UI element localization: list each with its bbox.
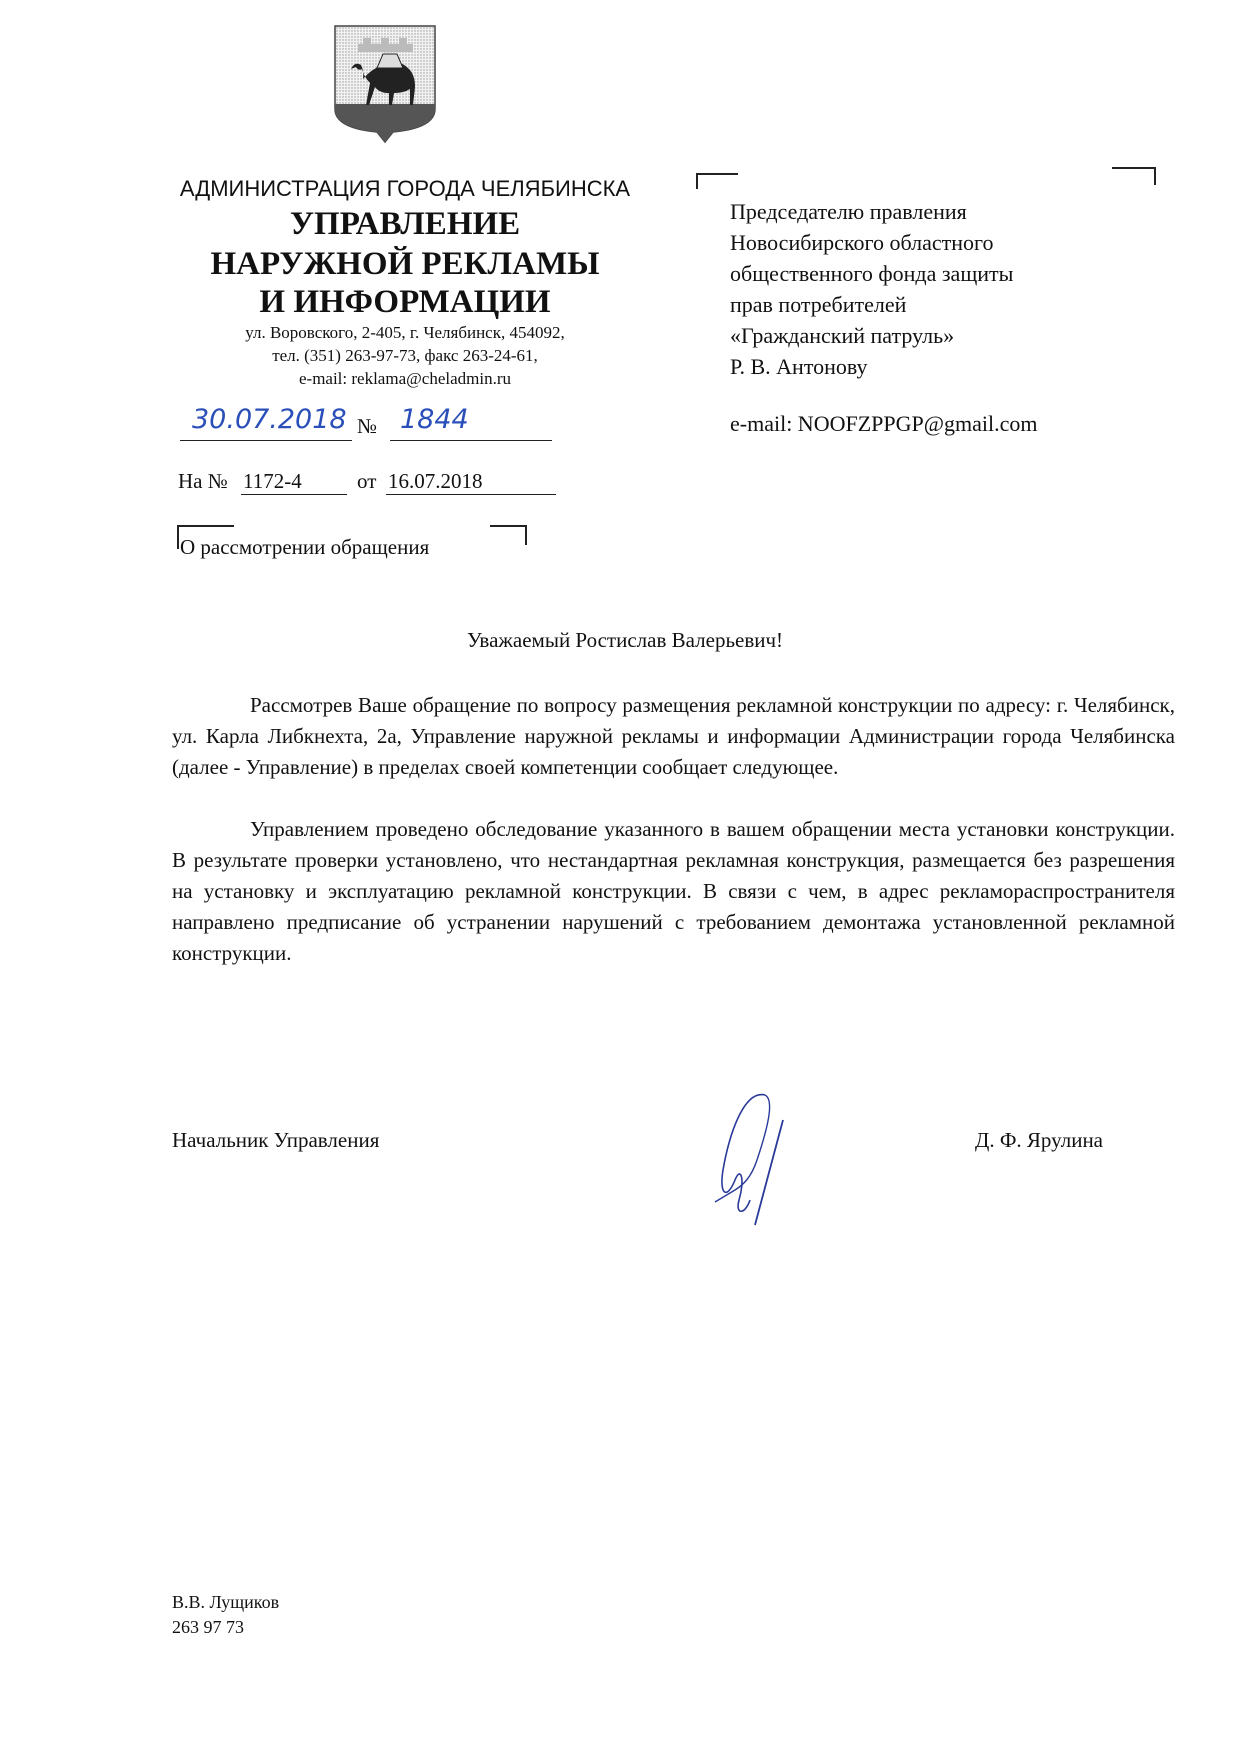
recipient-line: Председателю правления (730, 199, 967, 224)
department-title-line-2: НАРУЖНОЙ РЕКЛАМЫ (210, 246, 600, 282)
number-underline (390, 440, 552, 441)
reply-date-underline (386, 494, 556, 495)
signatory-role: Начальник Управления (172, 1128, 380, 1152)
recipient-bracket-left (696, 173, 738, 189)
body-paragraph-1: Рассмотрев Ваше обращение по вопросу размещения рекламной конструкции по адресу: г. Челябинск, ул. Карла Либкнехта, 2а, Управление наружной рекламы и информации Администрации города Челябинска (далее - Управление) в пределах своей компетенции сообщает следующее. (172, 693, 1175, 779)
recipient-email: e-mail: NOOFZPPGP@gmail.com (730, 411, 1038, 436)
reply-date: 16.07.2018 (388, 469, 483, 493)
recipient-line: «Гражданский патруль» (730, 323, 955, 348)
reply-number: 1172-4 (243, 469, 302, 493)
number-label: № (357, 414, 378, 438)
administration-title: АДМИНИСТРАЦИЯ ГОРОДА ЧЕЛЯБИНСКА (179, 176, 631, 201)
recipient-bracket-right (1112, 167, 1156, 185)
reply-from-label: от (357, 469, 377, 493)
recipient-block (730, 196, 1013, 382)
email-line: e-mail: reklama@cheladmin.ru (298, 369, 511, 388)
department-title-line-3: И ИНФОРМАЦИИ (259, 284, 551, 320)
handwritten-signature-icon (705, 1090, 795, 1230)
recipient-name: Р. В. Антонову (730, 354, 868, 379)
recipient-line: прав потребителей (730, 292, 907, 317)
salutation: Уважаемый Ростислав Валерьевич! (466, 628, 784, 652)
address-line: ул. Воровского, 2-405, г. Челябинск, 454092, (245, 323, 565, 342)
date-underline (180, 440, 352, 441)
outgoing-date: 30.07.2018 (192, 404, 347, 435)
reply-number-underline (241, 494, 347, 495)
department-title-line-1: УПРАВЛЕНИЕ (289, 206, 521, 242)
reply-label: На № (178, 469, 228, 493)
executor-name: В.В. Лущиков (172, 1592, 280, 1612)
recipient-line: общественного фонда защиты (730, 261, 1014, 286)
subject-bracket-right (490, 525, 527, 545)
coat-of-arms-icon (333, 24, 437, 144)
recipient-line: Новосибирского областного (730, 230, 994, 255)
outgoing-number: 1844 (400, 404, 469, 435)
executor-phone: 263 97 73 (172, 1617, 244, 1637)
signatory-name: Д. Ф. Ярулина (975, 1128, 1103, 1152)
subject-line: О рассмотрении обращения (180, 535, 430, 559)
phone-fax-line: тел. (351) 263-97-73, факс 263-24-61, (272, 346, 538, 365)
body-paragraph-2: Управлением проведено обследование указанного в вашем обращении места установки конструкции. В результате проверки установлено, что нестандартная рекламная конструкция, размещается без разрешения на установку и эксплуатацию рекламной конструкции. В связи с чем, в адрес рекламораспространителя направлено предписание об устранении нарушений с требованием демонтажа установленной рекламной конструкции. (172, 817, 1175, 965)
